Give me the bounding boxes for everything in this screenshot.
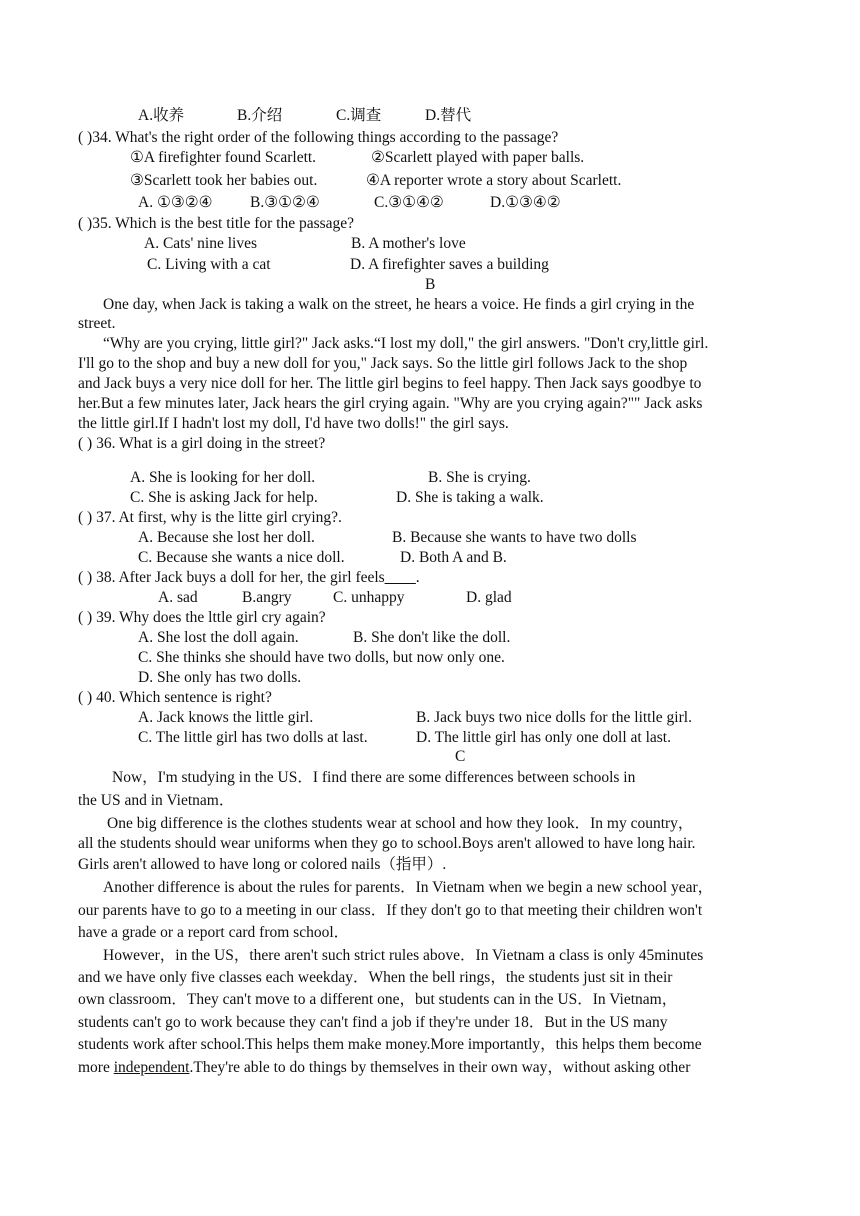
q36-option-d: D. She is taking a walk. [396,489,544,506]
passage-c-last-start: more [78,1059,114,1076]
q36-option-b: B. She is crying. [428,469,531,486]
q36-option-a: A. She is looking for her doll. [130,469,316,486]
q38-option-a: A. sad [158,589,198,606]
q37-prompt: ( ) 37. At first, why is the litte girl crying?. [78,509,342,526]
q34-item-3: ③Scarlett took her babies out. [130,172,318,189]
q37-option-b: B. Because she wants to have two dolls [392,529,637,546]
passage-b-line: “Why are you crying, little girl?" Jack asks.“I lost my doll," the girl answers. "Don't cry,little girl. [103,335,709,352]
q40-option-a: A. Jack knows the little girl. [138,709,314,726]
q35-prompt: ( )35. Which is the best title for the passage? [78,215,355,232]
q38-answer-blank: ____ [384,569,416,586]
q40-option-d: D. The little girl has only one doll at last. [416,729,671,746]
passage-b-line: the little girl.If I hadn't lost my doll, I'd have two dolls!" the girl says. [78,415,509,432]
q35-option-b: B. A mother's love [351,235,466,252]
passage-c-line: Another difference is about the rules for parents．In Vietnam when we begin a new school year， [103,879,714,896]
passage-c-line: own classroom．They can't move to a different one，but students can in the US．In Vietnam， [78,991,678,1008]
passage-b-line: One day, when Jack is taking a walk on the street, he hears a voice. He finds a girl crying in the [103,296,695,313]
q37-option-d: D. Both A and B. [400,549,507,566]
passage-c-line: our parents have to go to a meeting in our class．If they don't go to that meeting their children won't [78,902,703,919]
passage-c-line: the US and in Vietnam． [78,792,235,809]
passage-b-line: street. [78,315,116,332]
q35-option-d: D. A firefighter saves a building [350,256,549,273]
q34-item-1: ①A firefighter found Scarlett. [130,149,317,166]
q35-option-a: A. Cats' nine lives [144,235,258,252]
q33-option-a: A.收养 [138,107,185,124]
passage-c-line: However，in the US，there aren't such strict rules above．In Vietnam a class is only 45minutes [103,947,704,964]
q38-prompt-text: ( ) 38. After Jack buys a doll for her, the girl feels [78,569,385,586]
section-c-heading: C [455,748,466,765]
passage-c-line: Now，I'm studying in the US．I find there are some differences between schools in [112,769,636,786]
q39-option-a: A. She lost the doll again. [138,629,299,646]
passage-b-line: her.But a few minutes later, Jack hears the girl crying again. "Why are you crying again?"" Jack asks [78,395,703,412]
underlined-word: independent [113,1059,190,1076]
q34-option-a: A. ①③②④ [138,194,213,211]
q34-prompt: ( )34. What's the right order of the following things according to the passage? [78,129,559,146]
passage-c-line: have a grade or a report card from school． [78,924,350,941]
q33-option-c: C.调查 [336,107,382,124]
passage-b-line: I'll go to the shop and buy a new doll for you," Jack says. So the little girl follows Jack to the shop [78,355,688,372]
passage-c-line: Girls aren't allowed to have long or colored nails（指甲）. [78,856,447,873]
q39-option-d: D. She only has two dolls. [138,669,302,686]
passage-c-line: and we have only five classes each weekday．When the bell rings，the students just sit in their [78,969,673,986]
q34-option-c: C.③①④② [374,194,444,211]
q37-option-c: C. Because she wants a nice doll. [138,549,345,566]
passage-c-line: One big difference is the clothes students wear at school and how they look．In my country， [107,815,694,832]
q34-option-b: B.③①②④ [250,194,320,211]
q40-option-b: B. Jack buys two nice dolls for the little girl. [416,709,692,726]
q38-prompt-end: . [415,569,420,586]
q37-option-a: A. Because she lost her doll. [138,529,315,546]
q36-option-c: C. She is asking Jack for help. [130,489,318,506]
passage-c-line: students can't go to work because they can't find a job if they're under 18．But in the US many [78,1014,668,1031]
q34-item-4: ④A reporter wrote a story about Scarlett. [366,172,622,189]
passage-c-line [78,1058,690,1078]
q38-prompt [78,568,420,588]
q39-option-b: B. She don't like the doll. [353,629,511,646]
q33-option-b: B.介绍 [237,107,283,124]
q38-option-b: B.angry [242,589,292,606]
q40-prompt: ( ) 40. Which sentence is right? [78,689,272,706]
q38-option-d: D. glad [466,589,512,606]
q34-item-2: ②Scarlett played with paper balls. [371,149,585,166]
q36-prompt: ( ) 36. What is a girl doing in the street? [78,435,326,452]
q38-option-c: C. unhappy [333,589,405,606]
passage-c-last-end: .They're able to do things by themselves in their own way，without asking other [189,1059,691,1076]
q33-option-d: D.替代 [425,107,472,124]
passage-c-line: all the students should wear uniforms when they go to school.Boys aren't allowed to have long hair. [78,835,696,852]
q40-option-c: C. The little girl has two dolls at last. [138,729,368,746]
q39-prompt: ( ) 39. Why does the lttle girl cry again? [78,609,326,626]
q35-option-c: C. Living with a cat [147,256,271,273]
passage-b-line: and Jack buys a very nice doll for her. The little girl begins to feel happy. Then Jack says goodbye to [78,375,702,392]
q39-option-c: C. She thinks she should have two dolls, but now only one. [138,649,505,666]
section-b-heading: B [425,276,436,293]
passage-c-line: students work after school.This helps them make money.More importantly，this helps them become [78,1036,702,1053]
q34-option-d: D.①③④② [490,194,561,211]
